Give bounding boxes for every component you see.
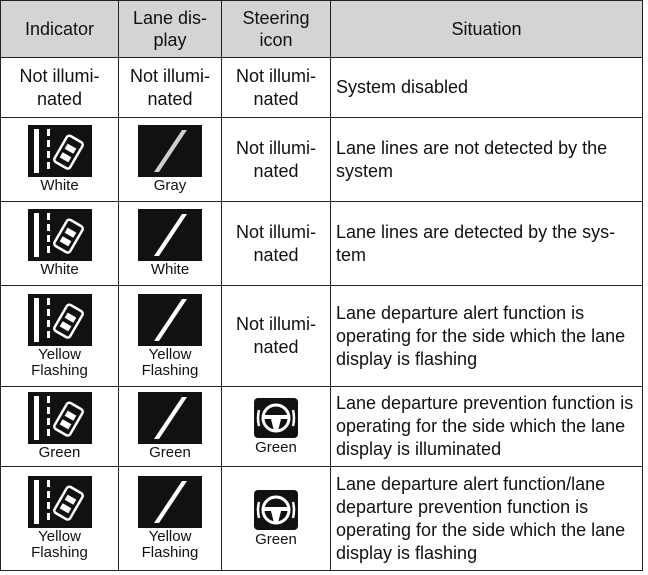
- steering-cell: Not illumi-nated: [222, 286, 331, 387]
- indicator-cell: Yellow Flashing: [1, 467, 119, 571]
- indicator-cell: Not illumi-nated: [1, 58, 119, 118]
- lane-departure-indicator-icon: [28, 392, 92, 444]
- lane-line-icon: [138, 476, 202, 528]
- steering-wheel-icon: [254, 398, 298, 438]
- situation-cell: Lane lines are not detected by the system: [331, 118, 643, 202]
- lane-departure-indicator-icon: [28, 209, 92, 261]
- lane-line-icon: [138, 392, 202, 444]
- steering-cell: Not illumi-nated: [222, 118, 331, 202]
- situation-cell: Lane departure prevention function is operating for the side which the lane display is illuminated: [331, 387, 643, 467]
- steering-cell: Green: [222, 387, 331, 467]
- steering-wheel-icon: [254, 490, 298, 530]
- table-row: [1, 286, 643, 387]
- table-row: [1, 58, 643, 118]
- lane-cell: Gray: [119, 118, 222, 202]
- lane-cell: Green: [119, 387, 222, 467]
- steering-cell: Green: [222, 467, 331, 571]
- header-lane-display: Lane dis-play: [119, 1, 222, 58]
- lane-line-icon: [138, 125, 202, 177]
- lane-cell: White: [119, 202, 222, 286]
- table-row: [1, 387, 643, 467]
- table-row: [1, 202, 643, 286]
- table-row: [1, 118, 643, 202]
- lane-line-icon: [138, 294, 202, 346]
- indicator-cell: White: [1, 118, 119, 202]
- lane-departure-indicator-icon: [28, 476, 92, 528]
- table-row: [1, 467, 643, 571]
- header-steering-icon: Steering icon: [222, 1, 331, 58]
- lane-departure-indicator-icon: [28, 125, 92, 177]
- indicator-cell: White: [1, 202, 119, 286]
- situation-cell: Lane departure alert function/lane departure prevention function is operating for the side which the lane display is flashing: [331, 467, 643, 571]
- steering-cell: Not illumi-nated: [222, 58, 331, 118]
- lane-line-icon: [138, 209, 202, 261]
- header-situation: Situation: [331, 1, 643, 58]
- header-indicator: Indicator: [1, 1, 119, 58]
- situation-cell: Lane departure alert function is operating for the side which the lane display is flashing: [331, 286, 643, 387]
- indicator-cell: Yellow Flashing: [1, 286, 119, 387]
- lane-cell: Yellow Flashing: [119, 286, 222, 387]
- steering-cell: Not illumi-nated: [222, 202, 331, 286]
- situation-cell: System disabled: [331, 58, 643, 118]
- header-row: [1, 1, 643, 58]
- lane-cell: Not illumi-nated: [119, 58, 222, 118]
- situation-cell: Lane lines are detected by the sys-tem: [331, 202, 643, 286]
- indicator-cell: Green: [1, 387, 119, 467]
- lane-cell: Yellow Flashing: [119, 467, 222, 571]
- lane-departure-indicator-icon: [28, 294, 92, 346]
